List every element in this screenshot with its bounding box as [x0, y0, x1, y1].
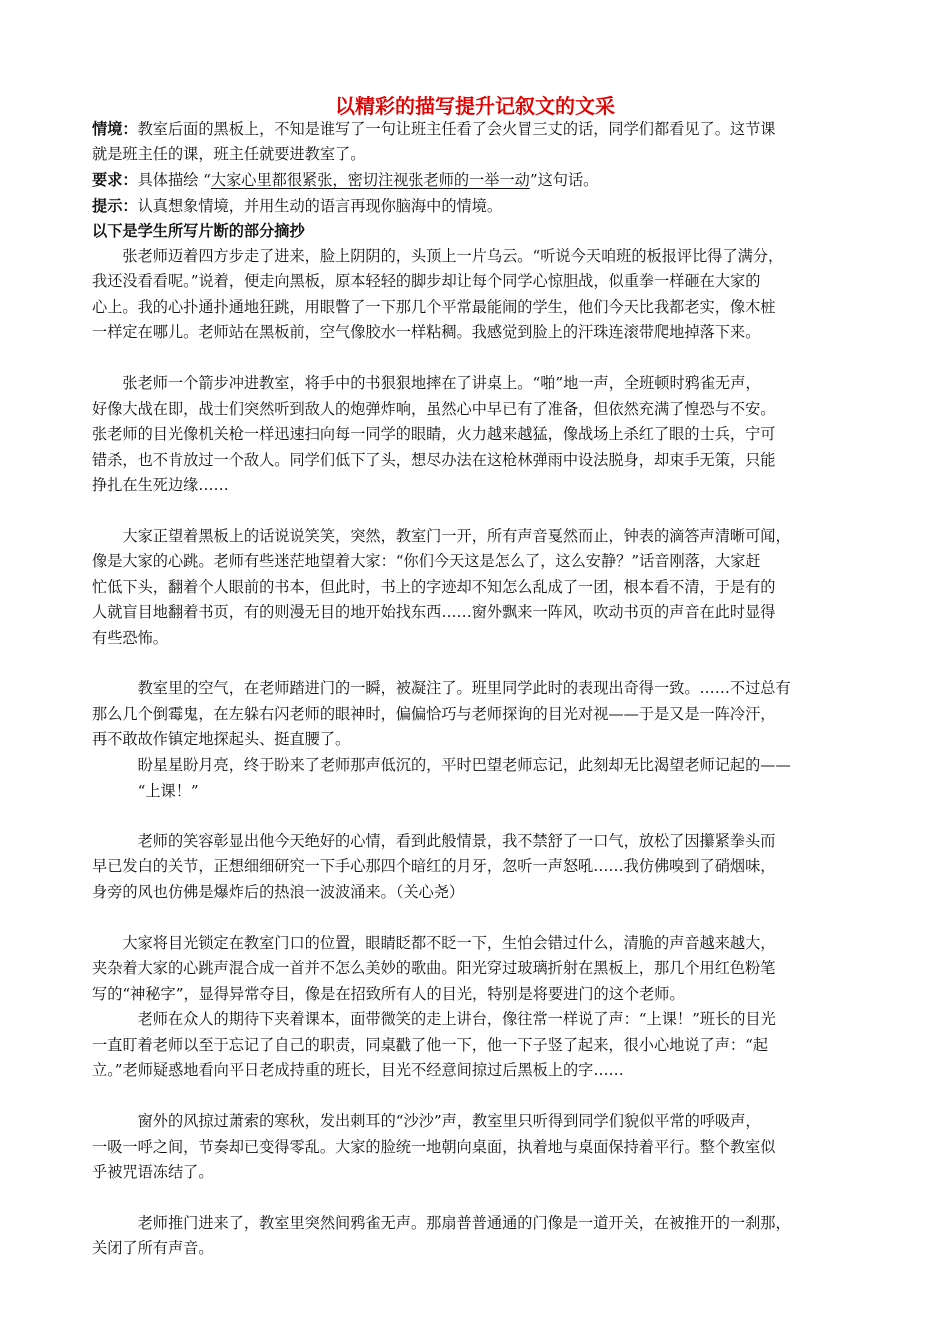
hint-line [92, 195, 862, 217]
paragraph-1-line: 我还没看看呢。”说着，便走向黑板，原本轻轻的脚步却让每个同学心惊胆战，似重拳一样砸在大家的 [92, 272, 761, 290]
situation-text-2: 就是班主任的课，班主任就要进教室了。 [92, 145, 366, 163]
paragraph-8-line: 关闭了所有声音。 [92, 1239, 214, 1257]
paragraph-4-line: 那么几个倒霉鬼，在左躲右闪老师的眼神时，偏偏恰巧与老师探询的目光对视——于是又是一阵冷汗， [92, 705, 776, 723]
requirement-pre: 具体描绘 “ [137, 171, 211, 189]
paragraph-2-line: 好像大战在即，战士们突然听到敌人的炮弹炸响，虽然心中早已有了准备，但依然充满了惶恐与不安。 [92, 400, 776, 418]
paragraph-3-line: 人就盲目地翻着书页，有的则漫无目的地开始找东西……窗外飘来一阵风，吹动书页的声音在此时显得 [92, 603, 776, 621]
paragraph-3-line: 像是大家的心跳。老师有些迷茫地望着大家：“你们今天这是怎么了，这么安静？”话音刚落，大家赶 [92, 552, 761, 570]
paragraph-7-line: 乎被咒语冻结了。 [92, 1163, 214, 1181]
paragraph-6-line: 写的“神秘字”，显得异常夺目，像是在招致所有人的目光，特别是将要进门的这个老师。 [92, 985, 685, 1003]
paragraph-1-line: 张老师迈着四方步走了进来，脸上阴阴的，头顶上一片乌云。“听说今天咱班的板报评比得了满分， [92, 247, 784, 265]
requirement-label: 要求： [92, 171, 138, 189]
situation-line-1 [92, 118, 862, 140]
paragraph-6-line: 一直盯着老师以至于忘记了自己的职责，同桌戳了他一下，他一下子竖了起来，很小心地说了声：“起 [92, 1036, 769, 1054]
paragraph-7-line: 一吸一呼之间，节奏却已变得零乱。大家的脸统一地朝向桌面，执着地与桌面保持着平行。整个教室似 [92, 1138, 776, 1156]
paragraph-4-line: 教室里的空气，在老师踏进门的一瞬，被凝注了。班里同学此时的表现出奇得一致。……不过总有 [92, 679, 791, 697]
paragraph-5-line: 早已发白的关节，正想细细研究一下手心那四个暗红的月牙，忽听一声怒吼……我仿佛嗅到了硝烟味， [92, 857, 776, 875]
paragraph-4-line: 再不敢故作镇定地探起头、挺直腰了。 [92, 730, 351, 748]
page-title: 以精彩的描写提升记叙文的文采 [335, 94, 615, 118]
paragraph-6-line: 老师在众人的期待下夹着课本，面带微笑的走上讲台，像往常一样说了声：“上课！”班长的目光 [92, 1010, 776, 1028]
paragraph-3-line: 有些恐怖。 [92, 629, 168, 647]
paragraph-6-line: 立。”老师疑惑地看向平日老成持重的班长，目光不经意间掠过后黑板上的字…… [92, 1061, 624, 1079]
requirement-line [92, 169, 862, 191]
paragraph-4-line: 盼星星盼月亮，终于盼来了老师那声低沉的，平时巴望老师忘记，此刻却无比渴望老师记起的—— [92, 756, 791, 774]
paragraph-2-line: 错杀，也不肯放过一个敌人。同学们低下了头，想尽办法在这枪林弹雨中设法脱身，却束手无策，只能 [92, 451, 776, 469]
paragraph-2-line: 张老师的目光像机关枪一样迅速扫向每一同学的眼睛，火力越来越猛，像战场上杀红了眼的士兵，宁可 [92, 425, 776, 443]
paragraph-2-line: 挣扎在生死边缘…… [92, 476, 229, 494]
paragraph-2-line: 张老师一个箭步冲进教室，将手中的书狠狠地摔在了讲桌上。“啪”地一声，全班顿时鸦雀无声， [92, 374, 761, 392]
hint-text: 认真想象情境，并用生动的语言再现你脑海中的情境。 [137, 197, 503, 215]
paragraph-8-line: 老师推门进来了，教室里突然间鸦雀无声。那扇普普通通的门像是一道开关，在被推开的一刹那， [92, 1214, 791, 1232]
hint-label: 提示： [92, 197, 138, 215]
situation-text-1: 教室后面的黑板上，不知是谁写了一句让班主任看了会火冒三丈的话，同学们都看见了。这节课 [137, 120, 776, 138]
requirement-post: ”这句话。 [529, 171, 599, 189]
excerpt-heading: 以下是学生所写片断的部分摘抄 [92, 222, 305, 240]
paragraph-3-line: 忙低下头，翻着个人眼前的书本，但此时，书上的字迹却不知怎么乱成了一团，根本看不清，于是有的 [92, 578, 776, 596]
situation-line-2 [92, 143, 862, 165]
paragraph-5-line: 身旁的风也仿佛是爆炸后的热浪一波波涌来。（关心尧） [92, 883, 465, 901]
paragraph-6-line: 夹杂着大家的心跳声混合成一首并不怎么美妙的歌曲。阳光穿过玻璃折射在黑板上，那几个用红色粉笔 [92, 959, 776, 977]
paragraph-7-line: 窗外的风掠过萧索的寒秋，发出刺耳的“沙沙”声，教室里只听得到同学们貌似平常的呼吸声， [92, 1112, 761, 1130]
paragraph-4-line: “上课！” [92, 782, 199, 800]
situation-label: 情境： [92, 120, 138, 138]
paragraph-5-line: 老师的笑容彰显出他今天绝好的心情，看到此般情景，我不禁舒了一口气，放松了因攥紧拳头而 [92, 832, 776, 850]
paragraph-1-line: 心上。我的心扑通扑通地狂跳，用眼瞥了一下那几个平常最能闹的学生，他们今天比我都老实，像木桩 [92, 298, 776, 316]
paragraph-3-line: 大家正望着黑板上的话说说笑笑，突然，教室门一开，所有声音戛然而止，钟表的滴答声清晰可闻， [92, 527, 791, 545]
paragraph-6-line: 大家将目光锁定在教室门口的位置，眼睛眨都不眨一下，生怕会错过什么，清脆的声音越来越大， [92, 934, 776, 952]
paragraph-1-line: 一样定在哪儿。老师站在黑板前，空气像胶水一样粘稠。我感觉到脸上的汗珠连滚带爬地掉落下来。 [92, 323, 761, 341]
requirement-quote: 大家心里都很紧张，密切注视张老师的一举一动 [210, 171, 530, 189]
